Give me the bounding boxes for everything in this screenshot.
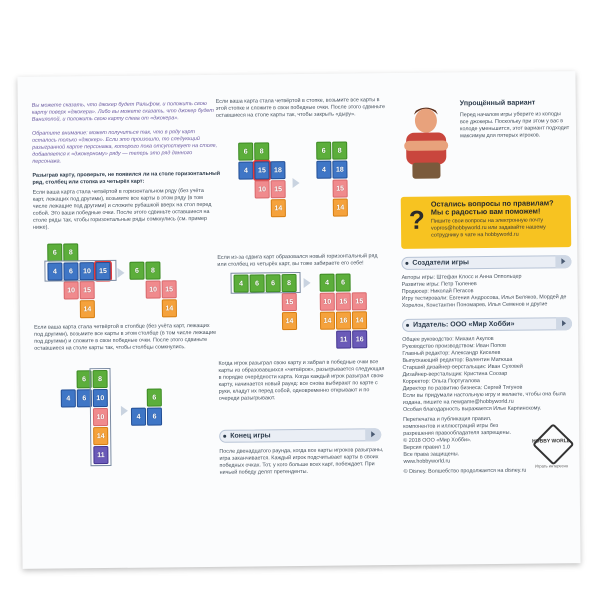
card: 18 <box>332 160 347 178</box>
card: 4 <box>47 262 62 280</box>
arrow-icon <box>304 278 311 288</box>
card: 4 <box>316 161 331 179</box>
card: 14 <box>80 300 95 318</box>
card: 15 <box>254 161 269 179</box>
card: 14 <box>282 312 297 330</box>
row-rule-paragraph: Если ваша карта стала четвёртой в горизонтальном ряду (без учёта карт, лежащих под другими), возьмите все карты в этом ряду (в том числе лежащие под другими) и сложите рубашкой вверх на стол перед собой. Это ваши победные очки. После этого сдвиньте оставшиеся на столе ряды так, чтобы горизонтальные ряды сомкнулись (см. пример ниже). <box>32 187 212 231</box>
card: 4 <box>238 161 253 179</box>
card: 6 <box>266 274 281 292</box>
logo-text: HOBBY WORLD <box>532 438 571 445</box>
card: 6 <box>336 273 351 291</box>
simple-variant-text: Перед началом игры уберите из колоды все джокеры. Поскольку при этом у вас в колоде уменьшится, этот вариант подходит максимум для пятерых игроков. <box>459 111 570 140</box>
card: 15 <box>95 262 110 280</box>
copyright-text: Перепечатка и публикация правил, компонентов и иллюстраций игры без разрешения правообладателя запрещены. © 2018 ООО «Мир Хобби». Версия правил 1.0 Все права защищены. www.hobbyworld.ru <box>403 415 511 465</box>
card: 15 <box>336 292 351 310</box>
end-game-paragraph: После двенадцатого раунда, когда все карты игроков разыграны, игра заканчивается. Каждый игрок подсчитывает карты в своих победных очках. Тот, у кого больше всех карт, побеждает. При ничьей победу делят претенденты. <box>219 447 384 476</box>
arrow-icon <box>121 406 128 416</box>
card: 8 <box>282 274 297 292</box>
card: 15 <box>162 280 177 298</box>
questions-title-1: Остались вопросы по правилам? <box>430 198 554 209</box>
card: 15 <box>282 293 297 311</box>
column-rule-paragraph: Если ваша карта стала четвёртой в столбце (без учёта карт, лежащих под другими), возьмите все карты в этом столбце (в том числе лежащие под другими) и сложите в свои победные очки. После этого сдвиньте оставшиеся на столе карты так, чтобы столбцы сомкнулись. <box>34 322 217 352</box>
card: 11 <box>93 446 108 464</box>
chevron-right-icon <box>555 255 571 268</box>
card: 6 <box>47 243 62 261</box>
card: 6 <box>147 407 162 425</box>
card: 10 <box>255 180 270 198</box>
card: 8 <box>93 370 108 388</box>
card: 6 <box>316 142 331 160</box>
check-title: Разыграв карту, проверьте, не появился ли на столе горизонтальный ряд, столбец или стопка из четырёх карт: <box>32 170 221 186</box>
creators-title: Создатели игры <box>412 259 469 267</box>
card: 10 <box>93 408 108 426</box>
publisher-header <box>402 317 572 332</box>
simple-variant-title: Упрощённый вариант <box>459 99 536 108</box>
highlight-frame <box>44 260 116 282</box>
card: 18 <box>270 161 285 179</box>
card: 6 <box>63 262 78 280</box>
bullet-icon <box>223 435 226 438</box>
card: 8 <box>145 261 160 279</box>
round-paragraph: Когда игрок разыграл свою карту и забрал в победные очки все карты из образовавшихся «четвёрок», разыгрывается следующая в порядке очерёдности карта. Когда каждый игрок разыграл свою карту, начинается новый раунд: все снова выбирают по карте с руки, кладут их перед собой, одновременно открывают и по очереди разыгрывают. <box>218 359 385 402</box>
card: 10 <box>320 293 335 311</box>
logo-subtitle: Играть интересно <box>534 463 569 469</box>
card: 4 <box>234 275 249 293</box>
questions-box <box>401 195 572 249</box>
card: 14 <box>271 199 286 217</box>
highlight-frame <box>231 272 301 294</box>
rules-sheet <box>17 71 580 569</box>
creators-list: Авторы игры: Штефан Клосс и Анна Оппольцер Развитие игры: Петр Тюленев Продюсер: Николай Пегасов Игру тестировали: Евгения Андросова, Илья Беляков, Мордей де Хорелон, Константин Пономарев, Илья Семенов и другие <box>401 273 567 309</box>
end-game-title: Конец игры <box>230 432 271 440</box>
card: 10 <box>146 280 161 298</box>
arrow-icon <box>293 178 300 188</box>
ralph-character-icon <box>396 102 457 183</box>
card: 16 <box>336 311 351 329</box>
card: 14 <box>93 427 108 445</box>
staff-list: Общее руководство: Михаил Акулов Руководство производством: Иван Попов Главный редактор: Александр Киселев Выпускающий редактор: Валентин Матюша Старший дизайнер-верстальщик: Иван Суховей Дизайнер-верстальщик: Кристина Соозар Корректор: Ольга Португалова Директор по развитию бизнеса: Сергей Тягунов Если вы придумали настольную игру и желаете, чтобы она была издана, пишите на newgame@hobbyworld.ru Особая благодарность выражается Илье Карпинскому. <box>402 335 566 413</box>
card: 8 <box>332 141 347 159</box>
questions-text: Пишите свои вопросы на электронную почту vopros@hobbyworld.ru или задавайте нашему сотруднику в чате на hobbyworld.ru <box>430 217 546 239</box>
card: 14 <box>352 311 367 329</box>
publisher-title: Издатель: ООО «Мир Хобби» <box>413 320 515 329</box>
card: 4 <box>320 274 335 292</box>
arrow-icon <box>117 268 124 278</box>
card: 11 <box>336 330 351 348</box>
card: 10 <box>64 281 79 299</box>
card: 15 <box>333 179 348 197</box>
question-mark-icon: ? <box>408 204 426 235</box>
card: 15 <box>271 180 286 198</box>
highlight-frame <box>89 368 111 466</box>
card: 15 <box>352 292 367 310</box>
card: 4 <box>61 389 76 407</box>
bullet-icon <box>406 324 409 327</box>
note-paragraph: Обратите внимание: может получиться так, что в ряду карт осталось только «джокер». Если это произошло, то следующий разыгранной карте персонажа, которого пока отсутствует на столе, добавляется к «джокерному» ряду — теперь это ряд данного персонажа. <box>32 129 218 165</box>
chevron-right-icon <box>556 317 572 330</box>
card: 8 <box>254 142 269 160</box>
chevron-right-icon <box>365 428 381 441</box>
stack-rule-paragraph: Если ваша карта стала четвёртой в стопке, возьмите все карты в этой стопке и сложите в свои победные очки. После этого сдвиньте оставшиеся на столе карты так, чтобы закрыть «дыру». <box>215 97 385 119</box>
card: 6 <box>129 262 144 280</box>
card: 15 <box>80 281 95 299</box>
card: 14 <box>333 198 348 216</box>
card: 6 <box>250 274 265 292</box>
card: 8 <box>63 243 78 261</box>
card: 16 <box>352 330 367 348</box>
card: 4 <box>131 408 146 426</box>
questions-title-2: Мы с радостью вам поможем! <box>430 206 541 217</box>
bullet-icon <box>405 262 408 265</box>
disney-note: © Disney. Волшебство продолжается на disney.ru <box>403 467 527 475</box>
card: 14 <box>162 299 177 317</box>
end-game-header <box>219 428 381 443</box>
card: 10 <box>79 262 94 280</box>
card: 6 <box>147 388 162 406</box>
card: 14 <box>320 312 335 330</box>
card: 6 <box>77 389 92 407</box>
creators-header <box>401 255 571 270</box>
card: 10 <box>93 389 108 407</box>
card: 6 <box>238 142 253 160</box>
hobby-world-logo <box>531 425 571 469</box>
card: 6 <box>77 370 92 388</box>
intro-paragraph: Вы можете сказать, что джокер будет Ральфом, и положить свою карту поверх «джокера». Либо вы можете сказать, что джокер будет Ванилопой, и положить свою карту слева от «джокера». <box>31 100 214 123</box>
new-row-paragraph: Если из-за сдвига карт образовался новый горизонтальный ряд или столбец из четырёх карт, вы тоже забираете его себе! <box>217 253 378 268</box>
